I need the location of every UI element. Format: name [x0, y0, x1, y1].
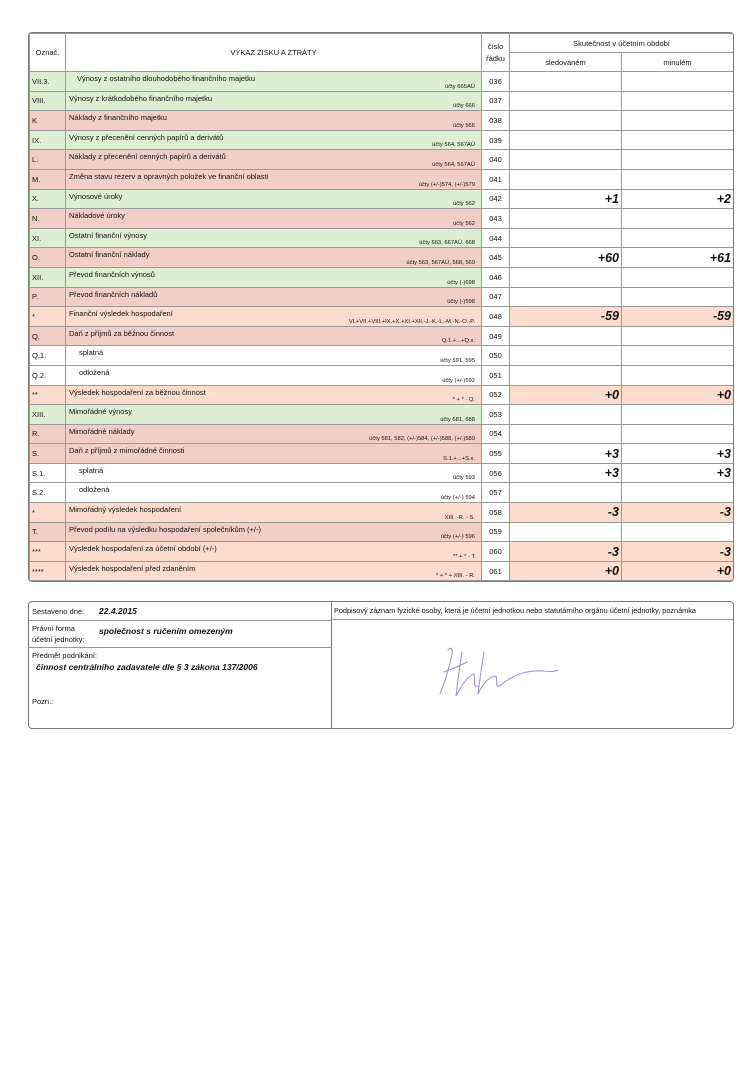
row-account-ref: účty (+/-)574, (+/-)579 — [418, 181, 475, 188]
pravni-forma-label-1: Právní forma — [32, 624, 75, 633]
row-value-current — [510, 326, 622, 346]
row-description — [66, 169, 482, 189]
row-oznaceni: XI. — [30, 228, 66, 248]
row-value-current: -3 — [510, 542, 622, 562]
row-description — [66, 542, 482, 562]
row-label: Nákladové úroky — [69, 211, 125, 221]
row-value-current — [510, 209, 622, 229]
row-label: Náklady z finančního majetku — [69, 113, 167, 123]
row-value-current — [510, 130, 622, 150]
row-value-current: -59 — [510, 307, 622, 327]
row-oznaceni: T. — [30, 522, 66, 542]
row-account-ref: účty 562 — [453, 201, 475, 208]
row-value-previous: +3 — [622, 463, 734, 483]
row-description — [66, 503, 482, 523]
row-value-previous — [622, 365, 734, 385]
row-number: 040 — [482, 150, 510, 170]
row-number: 049 — [482, 326, 510, 346]
row-account-ref: XIII. -R. - S. — [444, 514, 475, 521]
row-number: 055 — [482, 444, 510, 464]
row-value-previous — [622, 405, 734, 425]
row-number: 042 — [482, 189, 510, 209]
row-value-current — [510, 424, 622, 444]
row-account-ref: účty 593 — [453, 475, 475, 482]
row-number: 047 — [482, 287, 510, 307]
row-value-current: +1 — [510, 189, 622, 209]
row-value-current — [510, 365, 622, 385]
row-account-ref: účty (-)698 — [447, 279, 475, 286]
row-label: splatná — [79, 348, 104, 358]
row-oznaceni: P. — [30, 287, 66, 307]
handwritten-signature — [432, 624, 572, 714]
row-number: 061 — [482, 561, 510, 581]
row-value-previous — [622, 91, 734, 111]
row-value-previous — [622, 111, 734, 131]
row-description — [66, 209, 482, 229]
row-label: Převod podílu na výsledku hospodaření společníkům (+/-) — [69, 524, 261, 534]
row-number: 053 — [482, 405, 510, 425]
row-oznaceni: **** — [30, 561, 66, 581]
row-label: Převod finančních výnosů — [69, 269, 155, 279]
row-oznaceni: K — [30, 111, 66, 131]
row-number: 060 — [482, 542, 510, 562]
row-description — [66, 150, 482, 170]
row-account-ref: účty 564, 567AÚ — [432, 161, 475, 168]
row-description — [66, 385, 482, 405]
row-label: Mimořádné náklady — [69, 426, 135, 436]
row-description — [66, 483, 482, 503]
table-row — [30, 444, 734, 464]
row-account-ref: účty 581, 582, (+/-)584, (+/-)588, (+/-)589 — [369, 436, 475, 443]
table-row — [30, 130, 734, 150]
row-oznaceni: R. — [30, 424, 66, 444]
row-number: 043 — [482, 209, 510, 229]
row-value-current: +3 — [510, 444, 622, 464]
row-value-previous: +2 — [622, 189, 734, 209]
header-sledovanem: sledovaném — [510, 53, 622, 72]
row-description — [66, 287, 482, 307]
row-value-previous — [622, 150, 734, 170]
row-oznaceni: S.1. — [30, 463, 66, 483]
footer-box — [28, 601, 734, 729]
row-description — [66, 111, 482, 131]
row-oznaceni: VII.3. — [30, 72, 66, 92]
header-minulem: minulém — [622, 53, 734, 72]
table-row — [30, 542, 734, 562]
row-account-ref: účty 663, 667AÚ, 668 — [419, 240, 475, 247]
row-value-current — [510, 267, 622, 287]
row-value-previous — [622, 169, 734, 189]
row-number: 059 — [482, 522, 510, 542]
row-description — [66, 365, 482, 385]
row-value-current — [510, 91, 622, 111]
row-number: 045 — [482, 248, 510, 268]
row-label: Náklady z přecenění cenných papírů a derivátů — [69, 152, 226, 162]
row-description — [66, 346, 482, 366]
row-value-previous: -3 — [622, 542, 734, 562]
row-label: Mimořádný výsledek hospodaření — [69, 505, 182, 515]
row-number: 038 — [482, 111, 510, 131]
row-account-ref: účty (-)598 — [447, 299, 475, 306]
row-account-ref: účty 566 — [453, 122, 475, 129]
row-number: 046 — [482, 267, 510, 287]
row-number: 048 — [482, 307, 510, 327]
row-account-ref: účty 562 — [453, 220, 475, 227]
row-value-previous — [622, 130, 734, 150]
row-description — [66, 463, 482, 483]
row-oznaceni: M. — [30, 169, 66, 189]
row-description — [66, 424, 482, 444]
row-value-previous — [622, 522, 734, 542]
row-oznaceni: X. — [30, 189, 66, 209]
row-label: splatná — [79, 465, 104, 475]
table-row — [30, 169, 734, 189]
row-label: Mimořádné výnosy — [69, 407, 132, 417]
row-description — [66, 326, 482, 346]
sestaveno-row — [29, 602, 331, 621]
header-title: VÝKAZ ZISKU A ZTRÁTY — [66, 34, 482, 72]
row-label: odložená — [79, 367, 110, 377]
row-value-current — [510, 346, 622, 366]
row-oznaceni: * — [30, 503, 66, 523]
table-row — [30, 522, 734, 542]
row-value-current: +3 — [510, 463, 622, 483]
row-value-current — [510, 72, 622, 92]
table-row — [30, 365, 734, 385]
table-row — [30, 424, 734, 444]
table-row — [30, 189, 734, 209]
row-label: Změna stavu rezerv a opravných položek ve finanční oblasti — [69, 171, 269, 181]
row-value-previous — [622, 326, 734, 346]
row-value-previous — [622, 228, 734, 248]
row-label: Daň z příjmů z mimořádné činnosti — [69, 446, 185, 456]
pravni-forma-value: společnost s ručením omezeným — [99, 626, 233, 636]
row-value-previous: +0 — [622, 385, 734, 405]
pravni-forma-row — [29, 621, 331, 648]
row-description — [66, 405, 482, 425]
row-value-previous: +61 — [622, 248, 734, 268]
table-row — [30, 150, 734, 170]
header-skutecnost: Skutečnost v účetním období — [510, 34, 734, 53]
row-value-previous — [622, 72, 734, 92]
row-account-ref: S.1.+...+S.x. — [443, 455, 475, 462]
table-row — [30, 405, 734, 425]
row-value-previous: -3 — [622, 503, 734, 523]
row-account-ref: * + * + XIII. - R. — [436, 573, 475, 580]
row-account-ref: účty 563, 567AÚ, 568, 569 — [406, 259, 475, 266]
row-account-ref: účty 564, 567AÚ — [432, 142, 475, 149]
row-value-previous — [622, 424, 734, 444]
row-label: Ostatní finanční výnosy — [69, 230, 147, 240]
row-label: odložená — [79, 485, 110, 495]
row-account-ref: účty 666 — [453, 103, 475, 110]
row-description — [66, 248, 482, 268]
row-value-current: -3 — [510, 503, 622, 523]
row-oznaceni: XII. — [30, 267, 66, 287]
row-account-ref: účty 681, 688 — [440, 416, 475, 423]
row-value-previous — [622, 267, 734, 287]
row-value-previous — [622, 346, 734, 366]
row-account-ref: účty (+/-) 596 — [440, 534, 475, 541]
table-row — [30, 111, 734, 131]
row-description — [66, 130, 482, 150]
row-value-previous — [622, 483, 734, 503]
row-description — [66, 72, 482, 92]
row-oznaceni: ** — [30, 385, 66, 405]
row-account-ref: VI.+VII.+VIII.+IX.+X.+XI.+XII.-J.-K.-L.-M.-N.-O.-P. — [348, 318, 475, 325]
row-value-previous: -59 — [622, 307, 734, 327]
table-row — [30, 346, 734, 366]
row-value-current — [510, 150, 622, 170]
row-number: 054 — [482, 424, 510, 444]
header-oznac: Označ. — [30, 34, 66, 72]
row-label: Výsledek hospodaření za účetní období (+/-) — [69, 544, 217, 554]
table-row — [30, 561, 734, 581]
row-description — [66, 189, 482, 209]
row-value-current — [510, 522, 622, 542]
row-value-current — [510, 169, 622, 189]
row-number: 052 — [482, 385, 510, 405]
predmet-row — [29, 648, 331, 728]
row-account-ref: účty 665AÚ — [445, 83, 475, 90]
row-number: 056 — [482, 463, 510, 483]
row-account-ref: Q.1.+...+Q.x. — [441, 338, 475, 345]
row-description — [66, 91, 482, 111]
row-account-ref: ** + * - T — [453, 553, 475, 560]
row-account-ref: účty (+/-)592 — [442, 377, 475, 384]
row-oznaceni: L. — [30, 150, 66, 170]
row-value-current: +0 — [510, 561, 622, 581]
row-number: 058 — [482, 503, 510, 523]
header-cislo-line2: řádku — [486, 54, 505, 63]
row-description — [66, 267, 482, 287]
sestaveno-label: Sestaveno dne: — [32, 607, 85, 616]
row-description — [66, 522, 482, 542]
predmet-value: činnost centrálního zadavatele dle § 3 zákona 137/2006 — [36, 662, 258, 672]
row-account-ref: účty (+/-) 594 — [440, 495, 475, 502]
footer-left — [29, 602, 332, 728]
row-oznaceni: O. — [30, 248, 66, 268]
row-oznaceni: Q.1. — [30, 346, 66, 366]
table-body — [30, 72, 734, 581]
row-number: 051 — [482, 365, 510, 385]
row-number: 037 — [482, 91, 510, 111]
pravni-forma-label-2: účetní jednotky: — [32, 635, 85, 644]
table-row — [30, 483, 734, 503]
podpis-header: Podpisový záznam fyzické osoby, která je účetní jednotkou nebo statutárního orgánu účetní jednotky, poznámka — [332, 602, 733, 620]
row-label: Výnosové úroky — [69, 191, 123, 201]
row-value-current — [510, 405, 622, 425]
table-row — [30, 307, 734, 327]
row-oznaceni: XIII. — [30, 405, 66, 425]
table-row — [30, 267, 734, 287]
table-row — [30, 228, 734, 248]
row-label: Finanční výsledek hospodaření — [69, 309, 173, 319]
table-row — [30, 385, 734, 405]
row-description — [66, 307, 482, 327]
row-description — [66, 444, 482, 464]
row-number: 039 — [482, 130, 510, 150]
table-row — [30, 209, 734, 229]
row-oznaceni: Q. — [30, 326, 66, 346]
row-label: Výsledek hospodaření před zdaněním — [69, 563, 196, 573]
predmet-label: Předmět podnikání: — [32, 651, 98, 660]
row-account-ref: * + * - Q. — [452, 397, 475, 404]
footer-right — [332, 602, 733, 728]
table-row — [30, 503, 734, 523]
row-label: Výnosy z přecenění cenných papírů a derivátů — [69, 132, 224, 142]
row-value-current: +0 — [510, 385, 622, 405]
row-oznaceni: *** — [30, 542, 66, 562]
row-label: Výnosy z ostatního dlouhodobého finančního majetku — [77, 74, 256, 83]
table-row — [30, 287, 734, 307]
row-oznaceni: S. — [30, 444, 66, 464]
row-number: 044 — [482, 228, 510, 248]
row-value-previous — [622, 287, 734, 307]
row-value-current — [510, 483, 622, 503]
sestaveno-value: 22.4.2015 — [99, 606, 137, 616]
pozn-label: Pozn.: — [32, 697, 54, 706]
row-description — [66, 561, 482, 581]
row-number: 057 — [482, 483, 510, 503]
row-label: Ostatní finanční náklady — [69, 250, 150, 260]
row-value-previous — [622, 209, 734, 229]
row-label: Daň z příjmů za běžnou činnost — [69, 328, 175, 338]
row-value-current: +60 — [510, 248, 622, 268]
row-number: 041 — [482, 169, 510, 189]
table-row — [30, 463, 734, 483]
row-value-current — [510, 228, 622, 248]
row-oznaceni: IX. — [30, 130, 66, 150]
row-oznaceni: N. — [30, 209, 66, 229]
row-oznaceni: VIII. — [30, 91, 66, 111]
row-value-previous: +3 — [622, 444, 734, 464]
row-label: Výnosy z krátkodobého finančního majetku — [69, 93, 213, 103]
table-row — [30, 91, 734, 111]
row-oznaceni: S.2. — [30, 483, 66, 503]
row-value-current — [510, 111, 622, 131]
row-value-previous: +0 — [622, 561, 734, 581]
table-row — [30, 248, 734, 268]
header-cislo-line1: číslo — [487, 42, 504, 51]
row-value-current — [510, 287, 622, 307]
row-number: 036 — [482, 72, 510, 92]
row-account-ref: účty 591, 595 — [440, 357, 475, 364]
row-label: Převod finančních nákladů — [69, 289, 158, 299]
table-row — [30, 72, 734, 92]
profit-loss-table — [28, 32, 734, 582]
row-number: 050 — [482, 346, 510, 366]
row-oznaceni: * — [30, 307, 66, 327]
table-row — [30, 326, 734, 346]
row-description — [66, 228, 482, 248]
row-oznaceni: Q.2. — [30, 365, 66, 385]
row-label: Výsledek hospodaření za běžnou činnost — [69, 387, 206, 397]
header-cislo-radku — [482, 34, 510, 72]
